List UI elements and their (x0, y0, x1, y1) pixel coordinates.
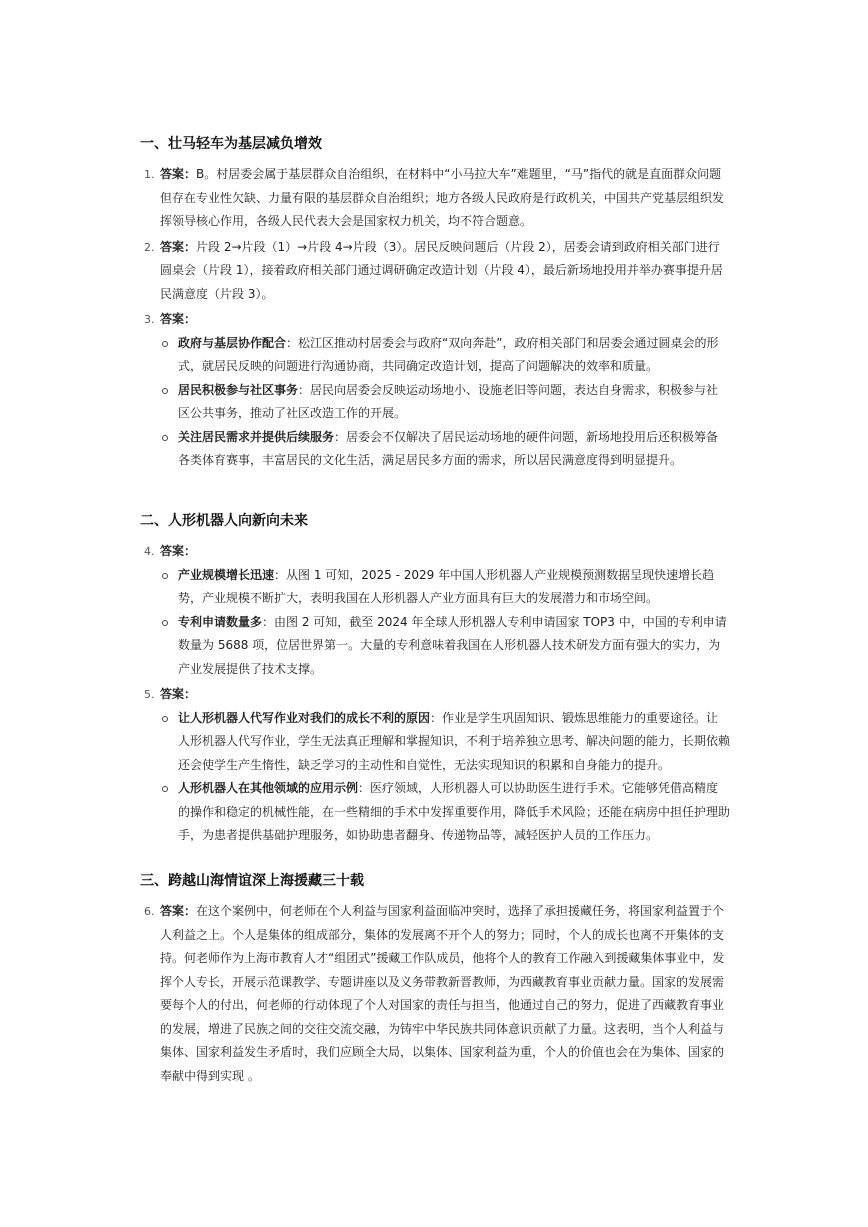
answer-label: 答案： (160, 544, 197, 558)
section-heading: 一、壮马轻车为基层减负增效 (140, 136, 322, 152)
section-heading: 二、人形机器人向新向未来 (140, 513, 308, 529)
question-number: 2. (144, 240, 155, 254)
bullet-list (140, 564, 730, 682)
bullet-title: 关注居民需求并提供后续服务 (178, 429, 335, 444)
bullet-title: 居民积极参与社区事务 (178, 382, 299, 397)
answer-label: 答案： (160, 167, 197, 181)
bullet-title: 政府与基层协作配合 (178, 335, 287, 350)
bullet-text: ：松江区推动村居委会与政府“双向奔赴”，政府相关部门和居委会通过圆桌会的形式，就居民反映的问题进行沟通协商，共同确定改造计划，提高了问题解决的效率和质量。 (178, 335, 719, 373)
question-3 (140, 308, 730, 332)
question-6 (140, 900, 730, 1088)
bullet-text: ：医疗领域，人形机器人可以协助医生进行手术。它能够凭借高精度的操作和稳定的机械性能，在一些精细的手术中发挥重要作用，降低手术风险；还能在病房中担任护理助手，为患者提供基础护理服务，如协助患者翻身、传递物品等，减轻医护人员的工作压力。 (178, 781, 731, 842)
answer-text: 在这个案例中，何老师在个人利益与国家利益面临冲突时，选择了承担援藏任务，将国家利益置于个人利益之上。个人是集体的组成部分，集体的发展离不开个人的努力；同时，个人的成长也离不开集体的支持。何老师作为上海市教育人才“组团式”援藏工作队成员，他将个人的教育工作融入到援藏集体事业中，发挥个人专长，开展示范课教学、专题讲座以及义务带教新晋教师，为西藏教育事业贡献力量。国家的发展需要每个人的付出，何老师的行动体现了个人对国家的责任与担当，他通过自己的努力，促进了西藏教育事业的发展，增进了民族之间的交往交流交融，为铸牢中华民族共同体意识贡献了力量。这表明，当个人利益与集体、国家利益发生矛盾时，我们应顾全大局，以集体、国家利益为重，个人的价值也会在为集体、国家的奉献中得到实现 。 (160, 904, 725, 1083)
bullet-title: 专利申请数量多 (178, 614, 263, 629)
answer-label: 答案： (160, 904, 197, 918)
section-heading: 三、跨越山海情谊深上海援藏三十载 (140, 873, 364, 889)
bullet-text: ：由图 2 可知，截至 2024 年全球人形机器人专利申请国家 TOP3 中，中国的专利申请数量为 5688 项，位居世界第一。大量的专利意味着我国在人形机器人技术研发方面有强大的实力，为产业发展提供了技术支撑。 (178, 614, 727, 676)
bullet-text: ：从图 1 可知，2025 - 2029 年中国人形机器人产业规模预测数据呈现快速增长趋势，产业规模不断扩大，表明我国在人形机器人产业方面具有巨大的发展潜力和市场空间。 (178, 567, 715, 605)
answer-label: 答案： (160, 239, 197, 254)
bullet-icon (162, 716, 168, 722)
question-number: 4. (144, 545, 155, 558)
list-item (140, 611, 730, 682)
section-1 (140, 135, 730, 473)
bullet-text: ：居委会不仅解决了居民运动场地的硬件问题，新场地投用后还积极筹备各类体育赛事，丰富居民的文化生活，满足居民多方面的需求，所以居民满意度得到明显提升。 (178, 429, 719, 467)
bullet-text: ：居民向居委会反映运动场地小、设施老旧等问题，表达自身需求，积极参与社区公共事务，推动了社区改造工作的开展。 (178, 382, 719, 420)
list-item (140, 426, 730, 473)
answer-label: 答案： (160, 687, 197, 701)
bullet-icon (162, 573, 168, 579)
question-2 (140, 236, 730, 307)
section-2 (140, 512, 730, 848)
list-item (140, 777, 730, 848)
bullet-icon (162, 341, 168, 347)
bullet-icon (162, 388, 168, 394)
answer-text: B。村居委会属于基层群众自治组织，在材料中“小马拉大车”难题里，“马”指代的就是直面群众问题但存在专业性欠缺、力量有限的基层群众自治组织；地方各级人民政府是行政机关，中国共产党基层组织发挥领导核心作用，各级人民代表大会是国家权力机关，均不符合题意。 (160, 167, 725, 228)
question-1 (140, 163, 730, 234)
list-item (140, 707, 730, 778)
bullet-title: 产业规模增长迅速 (178, 567, 275, 582)
question-5 (140, 683, 730, 707)
bullet-list (140, 332, 730, 473)
question-number: 5. (144, 688, 155, 701)
question-number: 1. (144, 168, 155, 181)
list-item (140, 564, 730, 611)
bullet-icon (162, 620, 168, 626)
question-4 (140, 540, 730, 564)
bullet-icon (162, 786, 168, 792)
bullet-icon (162, 435, 168, 441)
section-3 (140, 872, 730, 1088)
list-item (140, 379, 730, 426)
list-item (140, 332, 730, 379)
question-number: 6. (144, 905, 155, 918)
bullet-list (140, 707, 730, 848)
bullet-title: 让人形机器人代写作业对我们的成长不利的原因 (178, 710, 431, 725)
answer-label: 答案： (160, 312, 197, 326)
bullet-title: 人形机器人在其他领域的应用示例 (178, 781, 359, 795)
bullet-text: ：作业是学生巩固知识、锻炼思维能力的重要途径。让人形机器人代写作业，学生无法真正理解和掌握知识，不利于培养独立思考、解决问题的能力，长期依赖还会使学生产生惰性，缺乏学习的主动性和自觉性，无法实现知识的积累和自身能力的提升。 (178, 710, 731, 772)
question-number: 3. (144, 313, 155, 326)
answer-text: 片段 2→片段（1）→片段 4→片段（3）。居民反映问题后（片段 2），居委会请到政府相关部门进行圆桌会（片段 1），接着政府相关部门通过调研确定改造计划（片段 4），最后新场地投用并举办赛事提升居民满意度（片段 3）。 (160, 239, 723, 301)
